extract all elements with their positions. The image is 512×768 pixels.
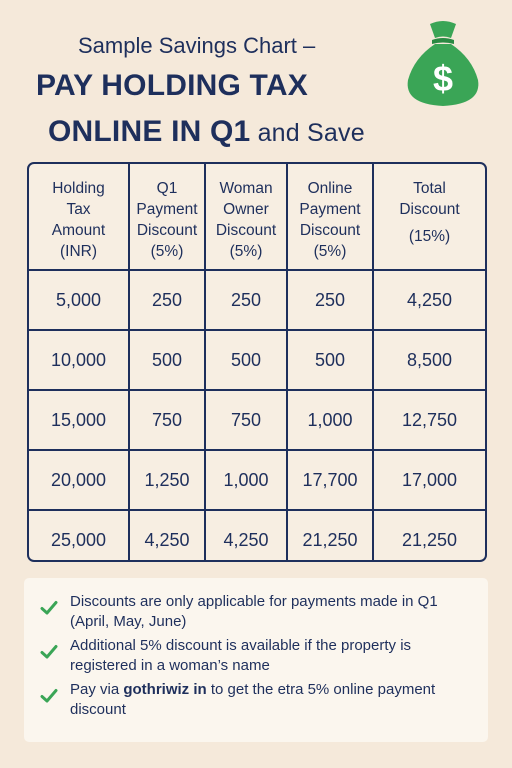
check-icon [40, 599, 58, 617]
table-cell: 500 [287, 330, 373, 390]
column-header-holding-tax-amount: Holding Tax Amount (INR) [29, 164, 129, 270]
table-cell: 21,250 [401, 529, 458, 550]
table-cell: 4,250 [205, 510, 287, 562]
note-item [40, 680, 474, 720]
column-header-total-discount: Total Discount (15%) [373, 164, 485, 270]
table-cell: 10,000 [29, 330, 129, 390]
note-item [40, 636, 474, 676]
table-row [29, 390, 485, 450]
table-cell: 15,000 [29, 390, 129, 450]
column-header-woman-owner-discount: Woman Owner Discount (5%) [205, 164, 287, 270]
table-cell: 750 [205, 390, 287, 450]
table-cell: 4,250 [129, 510, 205, 562]
money-symbol: $ [432, 58, 454, 99]
table-cell: 8,500 [373, 330, 485, 390]
note-text [70, 680, 474, 720]
note-text: Discounts are only applicable for payments made in Q1 (April, May, June) [70, 593, 438, 630]
note-text-pre: Pay via [70, 681, 124, 698]
table-cell: 5,000 [29, 270, 129, 330]
table-cell: 1,000 [205, 450, 287, 510]
title-light-part: and Save [250, 119, 365, 147]
check-icon [40, 643, 58, 661]
table-cell: 20,000 [29, 450, 129, 510]
table-row [29, 450, 485, 510]
table-row [29, 330, 485, 390]
notes-panel [24, 578, 488, 742]
table-cell: 250 [287, 270, 373, 330]
table-cell: 750 [129, 390, 205, 450]
note-item [40, 592, 474, 632]
table-row [29, 510, 485, 562]
column-header-q1-payment-discount: Q1 Payment Discount (5%) [129, 164, 205, 270]
table-row [29, 270, 485, 330]
table-cell: 12,750 [373, 390, 485, 450]
table-cell: 25,000 [29, 510, 129, 562]
table-cell: 500 [205, 330, 287, 390]
table-cell: 500 [129, 330, 205, 390]
table-cell: 17,000 [373, 450, 485, 510]
page-title-line-2 [48, 112, 436, 153]
table-cell: 1,250 [129, 450, 205, 510]
title-bold-part: ONLINE IN Q1 [48, 115, 251, 148]
table-cell: 250 [205, 270, 287, 330]
savings-table [27, 162, 487, 562]
note-text-post: to get the etra 5% online payment discount [70, 681, 436, 718]
page-title-line-1: PAY HOLDING TAX [36, 69, 308, 102]
header [36, 32, 436, 153]
check-icon [40, 687, 58, 705]
table-cell: 21,250 [287, 510, 373, 562]
table-cell: 250 [129, 270, 205, 330]
column-header-online-payment-discount: Online Payment Discount (5%) [287, 164, 373, 270]
savings-table-grid [29, 164, 485, 562]
table-cell: 1,000 [287, 390, 373, 450]
table-cell: 17,700 [287, 450, 373, 510]
money-bag-icon [402, 18, 484, 110]
chart-subtitle: Sample Savings Chart – [78, 33, 316, 58]
table-cell: 4,250 [373, 270, 485, 330]
table-header-row [29, 164, 485, 270]
note-text: Additional 5% discount is available if the property is registered in a woman’s name [70, 637, 412, 674]
payment-site-name: gothriwiz in [123, 681, 207, 698]
